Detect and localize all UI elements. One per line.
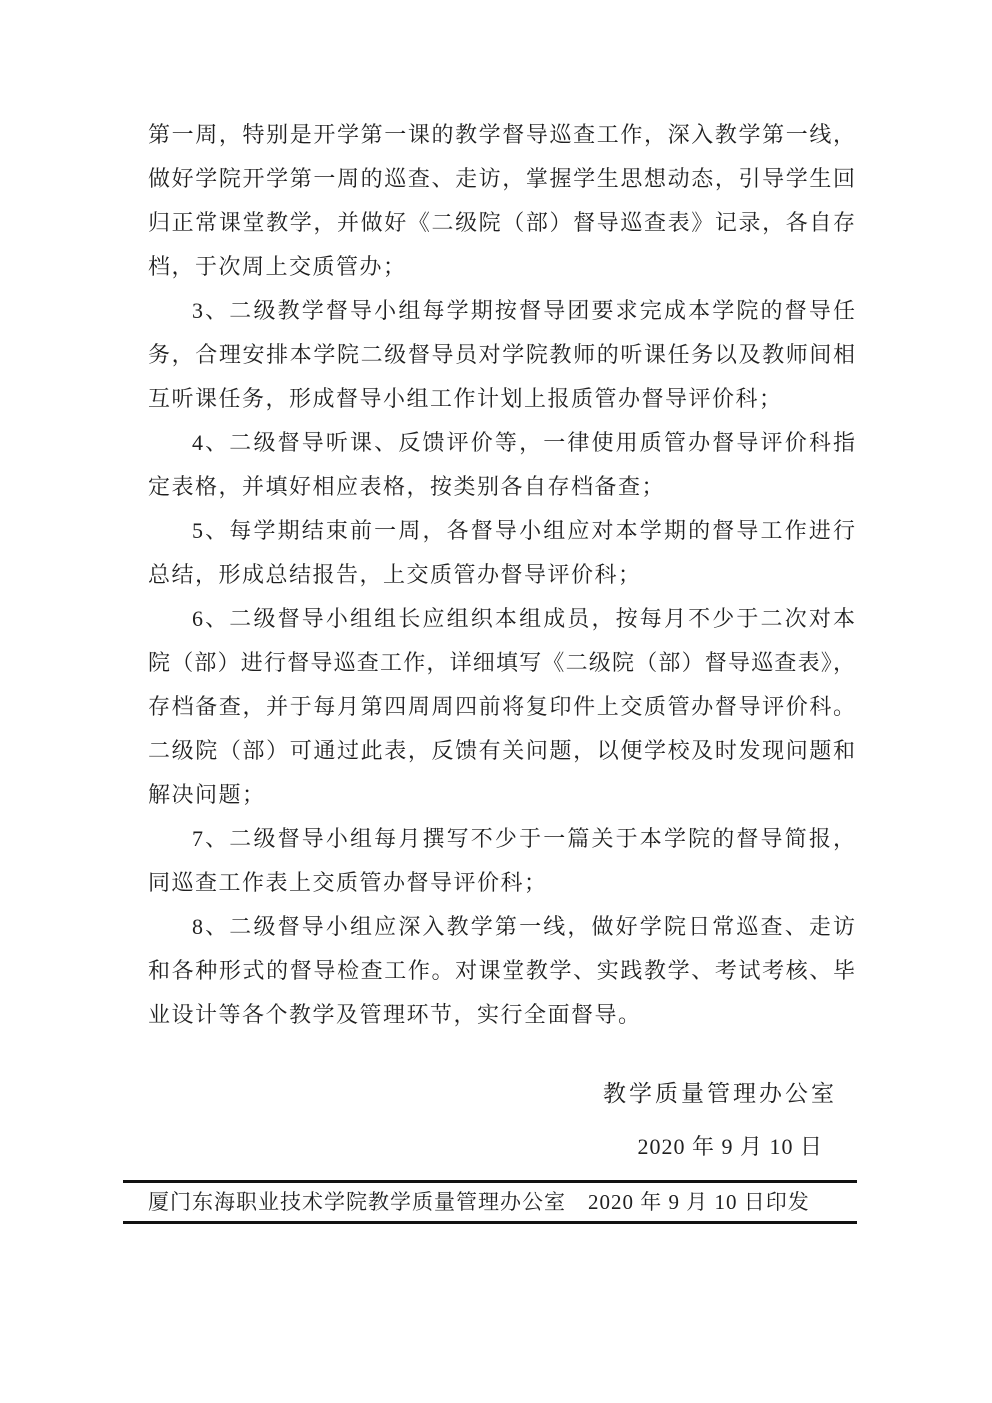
text-line: 4、二级督导听课、反馈评价等，一律使用质管办督导评价科指 [192, 430, 855, 455]
text-line: 归正常课堂教学，并做好《二级院（部）督导巡查表》记录，各自存 [148, 210, 855, 235]
footer-bottom-rule [123, 1221, 857, 1224]
document-body [148, 113, 855, 1037]
text-line: 档，于次周上交质管办； [148, 254, 407, 279]
text-line: 同巡查工作表上交质管办督导评价科； [148, 870, 548, 895]
text-line: 3、二级教学督导小组每学期按督导团要求完成本学院的督导任 [192, 298, 855, 323]
footer-print-info: 2020 年 9 月 10 日印发 [588, 1190, 810, 1214]
text-line: 二级院（部）可通过此表，反馈有关问题，以便学校及时发现问题和 [148, 738, 855, 763]
text-line: 务，合理安排本学院二级督导员对学院教师的听课任务以及教师间相 [148, 342, 855, 367]
text-line: 定表格，并填好相应表格，按类别各自存档备查； [148, 474, 666, 499]
text-line: 第一周，特别是开学第一课的教学督导巡查工作，深入教学第一线， [148, 122, 855, 147]
text-line: 6、二级督导小组组长应组织本组成员，按每月不少于二次对本 [192, 606, 855, 631]
text-line: 院（部）进行督导巡查工作，详细填写《二级院（部）督导巡查表》， [148, 650, 855, 675]
text-line: 和各种形式的督导检查工作。对课堂教学、实践教学、考试考核、毕 [148, 958, 855, 983]
date-line: 2020 年 9 月 10 日 [637, 1134, 823, 1159]
text-line: 7、二级督导小组每月撰写不少于一篇关于本学院的督导简报， [192, 826, 855, 851]
footer [123, 1180, 857, 1224]
text-line: 8、二级督导小组应深入教学第一线，做好学院日常巡查、走访 [192, 914, 855, 939]
text-line: 5、每学期结束前一周，各督导小组应对本学期的督导工作进行 [192, 518, 855, 543]
text-line: 存档备查，并于每月第四周周四前将复印件上交质管办督导评价科。 [148, 694, 855, 719]
text-line: 做好学院开学第一周的巡查、走访，掌握学生思想动态，引导学生回 [148, 166, 855, 191]
footer-issuer: 厦门东海职业技术学院教学质量管理办公室 [148, 1190, 566, 1214]
text-line: 业设计等各个教学及管理环节，实行全面督导。 [148, 1002, 642, 1027]
footer-text [123, 1183, 857, 1221]
text-line: 互听课任务，形成督导小组工作计划上报质管办督导评价科； [148, 386, 783, 411]
signature-line: 教学质量管理办公室 [603, 1081, 837, 1106]
text-line: 总结，形成总结报告，上交质管办督导评价科； [148, 562, 642, 587]
text-line: 解决问题； [148, 782, 266, 807]
